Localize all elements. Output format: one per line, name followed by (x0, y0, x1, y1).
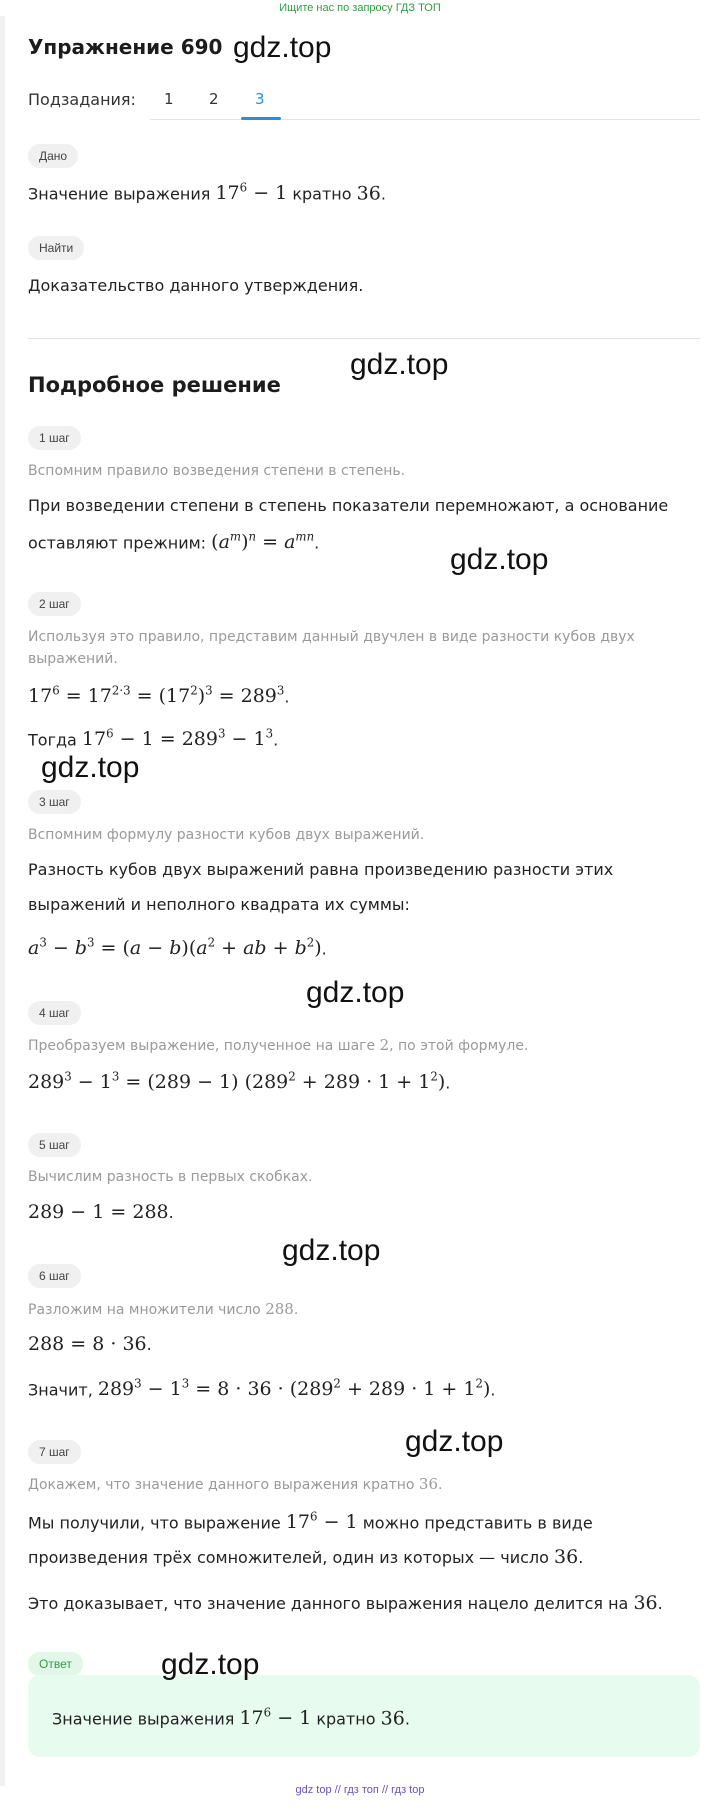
top-banner: Ищите нас по запросу ГДЗ ТОП (279, 2, 441, 14)
section-divider (28, 338, 700, 339)
subtasks-label: Подзадания: (28, 90, 136, 109)
watermark: gdz.top (282, 1234, 381, 1267)
tab-subtask-2[interactable]: 2 (209, 90, 219, 108)
given-text: Значение выражения $17^6 - 1$ кратно 36. (28, 181, 386, 205)
answer-box (28, 1675, 700, 1757)
step-6-badge: 6 шаг (28, 1264, 81, 1288)
step-6-hint: Разложим на множители число 288. (28, 1300, 299, 1318)
watermark: gdz.top (306, 976, 405, 1009)
page-title: Упражнение 690 (28, 35, 223, 59)
step-2-line-1: $17^6 = 17^{2\cdot 3} = (17^2)^3 = 289^3$. (28, 684, 290, 708)
step-7-hint: Докажем, что значение данного выражения кратно 36. (28, 1475, 443, 1493)
tab-subtask-1[interactable]: 1 (164, 90, 174, 108)
step-7-badge: 7 шаг (28, 1440, 81, 1464)
step-3-badge: 3 шаг (28, 790, 81, 814)
watermark: gdz.top (350, 348, 449, 381)
step-3-hint: Вспомним формулу разности кубов двух выражений. (28, 827, 425, 843)
tab-subtask-3[interactable]: 3 (255, 90, 265, 108)
answer-text: Значение выражения $17^6 - 1$ кратно 36. (52, 1706, 410, 1730)
step-6-line-2: Значит, $289^3 - 1^3 = 8 \cdot 36 \cdot (289^2 + 289 \cdot 1 + 1^2)$. (28, 1377, 496, 1401)
watermark: gdz.top (405, 1425, 504, 1458)
active-tab-indicator (241, 117, 281, 120)
footer-link[interactable]: гдз топ (343, 1784, 379, 1796)
step-4-hint: Преобразуем выражение, полученное на шаге 2, по этой формуле. (28, 1036, 529, 1054)
watermark: gdz.top (233, 31, 332, 64)
step-7-line-3: Это доказывает, что значение данного выражения нацело делится на 36. (28, 1592, 663, 1614)
find-text: Доказательство данного утверждения. (28, 276, 364, 295)
watermark: gdz.top (161, 1648, 260, 1681)
step-6-line-1: 288 = 8 · 36. (28, 1333, 152, 1355)
step-4-formula: $289^3 - 1^3 = (289 - 1) (289^2 + 289 \cdot 1 + 1^2)$. (28, 1070, 451, 1094)
subtasks-bar (28, 82, 700, 122)
step-7-line-1: Мы получили, что выражение $17^6 - 1$ можно представить в виде (28, 1510, 593, 1534)
step-4-badge: 4 шаг (28, 1001, 81, 1025)
watermark: gdz.top (450, 543, 549, 576)
step-3-line-1: Разность кубов двух выражений равна произведению разности этих (28, 860, 614, 879)
footer-links (0, 1784, 720, 1796)
step-1-badge: 1 шаг (28, 426, 81, 450)
step-2-line-2: Тогда $17^6 - 1 = 289^3 - 1^3$. (28, 727, 279, 751)
step-1-line-1: При возведении степени в степень показатели перемножают, а основание (28, 496, 669, 515)
step-3-line-2: выражений и неполного квадрата их суммы: (28, 895, 410, 914)
find-badge: Найти (28, 236, 84, 260)
answer-badge: Ответ (28, 1652, 83, 1676)
step-7-line-2: произведения трёх сомножителей, один из которых — число 36. (28, 1546, 584, 1568)
solution-title: Подробное решение (28, 373, 281, 397)
step-2-hint: Используя это правило, представим данный двучлен в виде разности кубов двух выражений. (28, 629, 635, 667)
step-2-badge: 2 шаг (28, 592, 81, 616)
step-1-line-2: оставляют прежним: $(a^m)^n = a^{mn}$. (28, 530, 320, 554)
given-badge: Дано (28, 144, 78, 168)
footer-link[interactable]: gdz top (295, 1784, 332, 1796)
footer-separator: // (334, 1784, 341, 1796)
left-border (0, 16, 5, 1786)
step-5-hint: Вычислим разность в первых скобках. (28, 1169, 313, 1185)
footer-link[interactable]: гдз top (391, 1784, 425, 1796)
watermark: gdz.top (41, 751, 140, 784)
step-5-formula: 289 − 1 = 288. (28, 1201, 174, 1223)
step-1-hint: Вспомним правило возведения степени в степень. (28, 463, 406, 479)
step-3-formula: $a^3 - b^3 = (a - b)(a^2$ + ab + $b^2$). (28, 936, 327, 960)
tabs-divider (150, 119, 700, 120)
footer-separator: // (381, 1784, 389, 1796)
step-5-badge: 5 шаг (28, 1133, 81, 1157)
